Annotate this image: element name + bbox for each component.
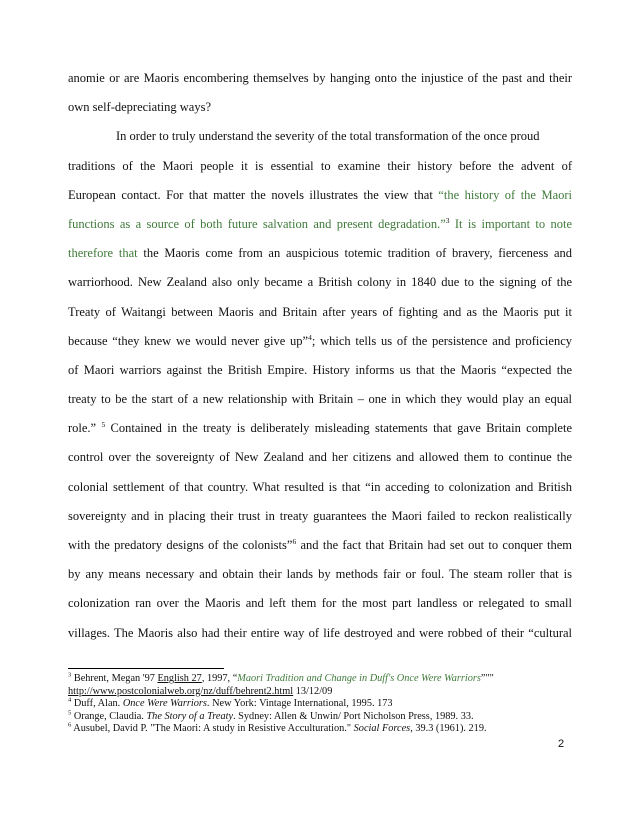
footnote-url-link[interactable]: http://www.postcolonialweb.org/nz/duff/behrent2.html: [68, 685, 294, 697]
footnote-number: 4: [68, 696, 72, 704]
footnote-ref[interactable]: 6: [292, 536, 297, 546]
text-line: colonization ran over the Maoris and left them for the most part landless or relegated to small: [68, 596, 572, 611]
page-number: 2: [558, 738, 565, 750]
footnote-number: 3: [68, 671, 72, 679]
text-line: villages. The Maoris also had their entire way of life destroyed and were robbed of their “cultural: [68, 625, 572, 640]
quote-text: “the history of the Maori: [438, 187, 573, 202]
footnote-ref[interactable]: 4: [308, 332, 312, 342]
footnote-number: 5: [68, 709, 72, 717]
footnotes: [68, 673, 578, 736]
text-line: control over the sovereignty of New Zealand and her citizens and allowed them to continue the: [68, 450, 572, 465]
footnote-6: $^6$ Ausubel, David P. "The Maori: A study in Resistive Acculturation." Social Forces, 39.3 (1961). 219.: [68, 721, 487, 735]
green-text: therefore that: [68, 246, 138, 261]
text-line: therefore that the Maoris come from an auspicious totemic tradition of bravery, fierceness and: [68, 246, 572, 261]
text-line: sovereignty and in placing their trust in treaty guarantees the Maori failed to reckon realistically: [68, 508, 572, 523]
text-line: [68, 216, 572, 245]
text-line: warriorhood. New Zealand also only became a British colony in 1840 due to the signing of the: [68, 275, 572, 290]
footnote-ref[interactable]: 3: [445, 215, 450, 225]
footnote-number: 6: [68, 721, 72, 729]
text-line: treaty to be the start of a new relationship with Britain – one in which they would play an equal: [68, 392, 572, 407]
text-line: Treaty of Waitangi between Maoris and Britain after years of fighting and as the Maoris put it: [68, 304, 572, 319]
text-line: role.” $^5$ Contained in the treaty is deliberately misleading statements that gave Britain complete: [68, 420, 572, 436]
paragraph-start-line: In order to truly understand the severity of the total transformation of the once proud: [116, 129, 540, 144]
text-line: traditions of the Maori people it is essential to examine their history before the advent of: [68, 158, 572, 173]
text-line: own self-depreciating ways?: [68, 100, 211, 115]
text-line: of Maori warriors against the British Empire. History informs us that the Maoris “expected the: [68, 362, 572, 377]
footnote-4: $^4$ Duff, Alan. Once Were Warriors. New York: Vintage International, 1995. 173: [68, 696, 393, 710]
text-line: with the predatory designs of the colonists”$^6$ and the fact that Britain had set out to conquer them: [68, 536, 572, 552]
quote-text: functions as a source of both future salvation and present degradation.”: [68, 216, 446, 231]
text-line: by any means necessary and obtain their lands by methods fair or foul. The steam roller that is: [68, 567, 572, 582]
green-text: It is important to note: [449, 216, 572, 231]
footnote-3: $^3$ Behrent, Megan '97 English 27, 1997, “Maori Tradition and Change in Duff's Once Were Warriors”"": [68, 671, 494, 684]
footnote-3-link-line: http://www.postcolonialweb.org/nz/duff/behrent2.html 13/12/09: [68, 685, 333, 697]
footnote-5: $^5$ Orange, Claudia. The Story of a Treaty. Sydney: Allen & Unwin/ Port Nicholson Press, 1989. 33.: [68, 709, 474, 722]
text-line: colonial settlement of that country. What resulted is that “in acceding to colonization and British: [68, 479, 572, 494]
text-line: anomie or are Maoris encombering themselves by hanging onto the injustice of the past and their: [68, 71, 572, 85]
body-text: [68, 70, 572, 654]
footnote-ref[interactable]: 5: [101, 420, 106, 430]
text-line: European contact. For that matter the novels illustrates the view that “the history of the Maori: [68, 187, 573, 202]
footnote-separator: [68, 668, 224, 669]
text-line: because “they knew we would never give up”$^4$; which tells us of the persistence and proficiency: [68, 332, 572, 348]
